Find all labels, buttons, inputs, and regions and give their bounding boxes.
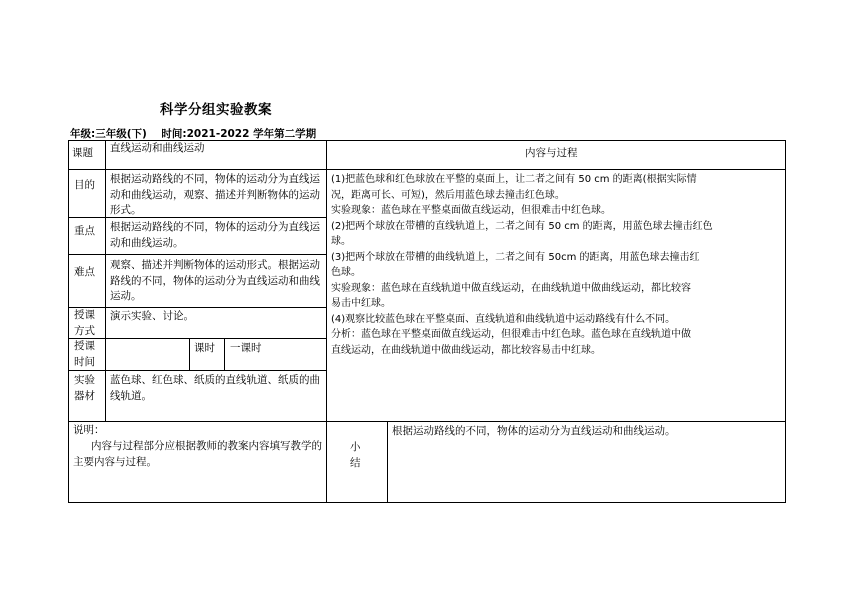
table-rule: [68, 307, 326, 308]
difficulty-label: 难点: [74, 266, 95, 278]
content-line: 直线运动，在曲线轨道中做曲线运动，都比较容易击中红球。: [331, 344, 601, 356]
grade-time-line: 年级:三年级(下) 时间:2021-2022 学年第二学期: [70, 128, 317, 140]
summary-text: 根据运动路线的不同，物体的运动分为直线运动和曲线运动。: [392, 425, 676, 437]
note-label: 说明：: [73, 424, 105, 436]
time-label: [74, 339, 95, 370]
table-rule: [68, 338, 326, 339]
content-header: 内容与过程: [525, 147, 578, 159]
content-line: 色球。: [331, 267, 361, 278]
content-line: 况，距离可长、可短)，然后用蓝色球去撞击红色球。: [331, 189, 565, 201]
method-label: [74, 308, 95, 339]
content-line: 分析：蓝色球在平整桌面做直线运动，但很难击中红色球。蓝色球在直线轨道中做: [331, 329, 691, 340]
table-rule: [326, 140, 327, 503]
content-line: (1)把蓝色球和红色球放在平整的桌面上，让二者之间有 50 cm 的距离(根据实际情: [331, 174, 697, 185]
topic-label: 课题: [72, 147, 93, 159]
table-rule: [68, 370, 326, 371]
table-rule: [105, 140, 106, 421]
key-point-text: 根据运动路线的不同，物体的运动分为直线运动和曲线运动。: [110, 221, 320, 249]
summary-label-line-2: 结: [350, 456, 361, 469]
topic-value: 直线运动和曲线运动: [110, 142, 205, 154]
page-title: 科学分组实验教案: [160, 102, 272, 118]
goal-text: 根据运动路线的不同，物体的运动分为直线运动和曲线运动，观察、描述并判断物体的运动形式。: [110, 173, 320, 216]
table-border-left: [68, 140, 69, 503]
equipment-label: [74, 373, 95, 404]
table-rule: [68, 421, 786, 422]
content-line: 实验现象：蓝色球在平整桌面做直线运动，但很难击中红色球。: [331, 205, 611, 216]
content-process-text: [331, 172, 783, 358]
note-text: 内容与过程部分应根据教师的教案内容填写教学的主要内容与过程。: [73, 440, 322, 468]
table-rule: [189, 338, 190, 370]
table-rule: [68, 254, 326, 255]
equipment-text: 蓝色球、红色球、纸质的直线轨道、纸质的曲线轨道。: [110, 374, 320, 402]
time-label-line-1: 授课: [74, 340, 95, 352]
method-label-line-2: 方式: [74, 324, 95, 337]
content-line: 球。: [331, 236, 351, 247]
content-line: (4)观察比较蓝色球在平整桌面、直线轨道和曲线轨道中运动路线有什么不同。: [331, 313, 676, 325]
key-point-label: 重点: [74, 225, 95, 237]
table-border-bottom: [68, 502, 786, 503]
method-text: 演示实验、讨论。: [110, 310, 194, 322]
summary-label: [350, 440, 361, 471]
period-label: 课时: [194, 342, 215, 354]
method-label-line-1: 授课: [74, 309, 95, 321]
table-border-right: [785, 140, 786, 503]
equipment-label-line-2: 器材: [74, 389, 95, 402]
table-rule: [68, 169, 786, 170]
summary-label-line-1: 小: [350, 441, 361, 453]
content-line: 易击中红球。: [331, 298, 391, 309]
content-line: (3)把两个球放在带槽的曲线轨道上，二者之间有 50cm 的距离，用蓝色球去撞击红: [331, 251, 700, 263]
time-label-line-2: 时间: [74, 355, 95, 368]
table-rule: [224, 338, 225, 370]
period-value: 一课时: [230, 342, 262, 354]
content-line: (2)把两个球放在带槽的直线轨道上，二者之间有 50 cm 的距离，用蓝色球去撞击红色: [331, 220, 713, 232]
difficulty-text: 观察、描述并判断物体的运动形式。根据运动路线的不同，物体的运动分为直线运动和曲线运动。: [110, 259, 320, 302]
table-rule: [387, 421, 388, 503]
content-line: 实验现象：蓝色球在直线轨道中做直线运动，在曲线轨道中做曲线运动，都比较容: [331, 282, 691, 294]
equipment-label-line-1: 实验: [74, 374, 95, 386]
goal-label: 目的: [74, 179, 95, 191]
